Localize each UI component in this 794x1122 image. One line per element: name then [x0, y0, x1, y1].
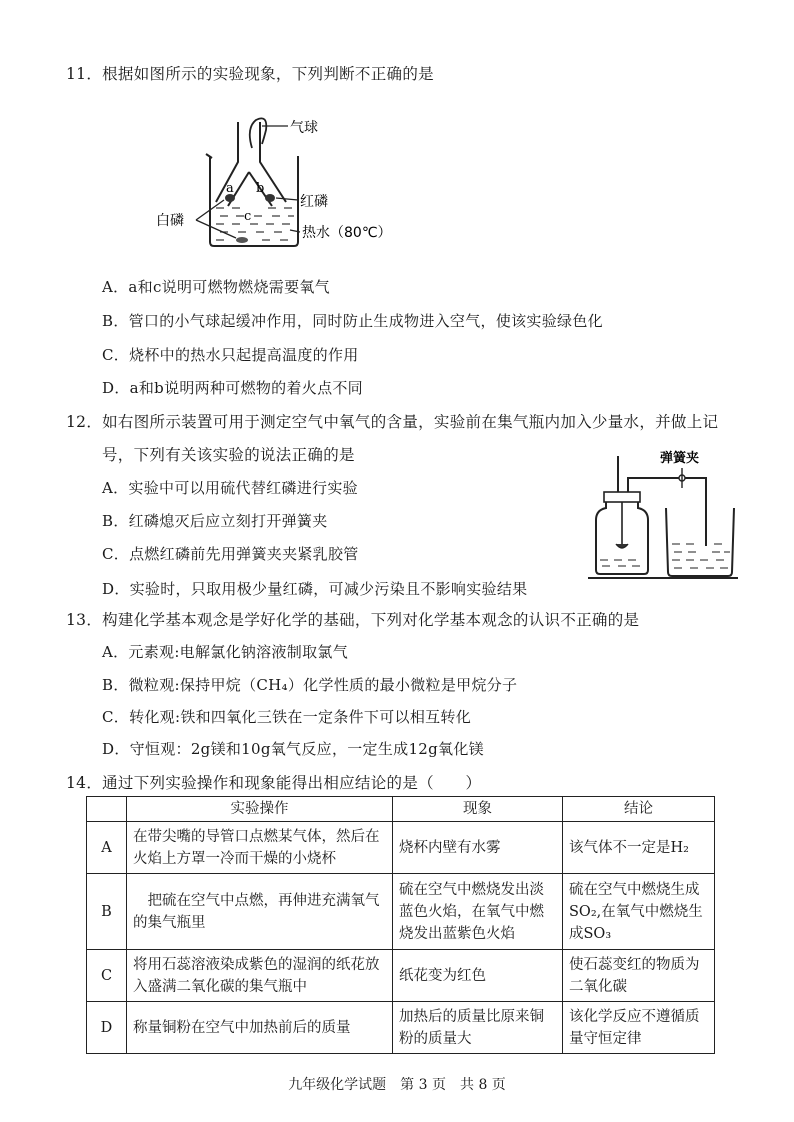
row-phenomenon: 纸花变为红色 [393, 950, 563, 1002]
header-key [87, 797, 127, 822]
q14-table [86, 796, 715, 1054]
label-b: b [256, 181, 265, 196]
row-conclusion: 该化学反应不遵循质量守恒定律 [563, 1002, 715, 1054]
q14-stem: 14．通过下列实验操作和现象能得出相应结论的是（ ） [66, 774, 482, 792]
q13-option-b: B．微粒观:保持甲烷（CH₄）化学性质的最小微粒是甲烷分子 [102, 676, 518, 694]
row-conclusion: 使石蕊变红的物质为二氧化碳 [563, 950, 715, 1002]
row-key: C [87, 950, 127, 1002]
q13-option-d: D．守恒观：2g镁和10g氧气反应，一定生成12g氧化镁 [102, 740, 484, 758]
q11-option-a: A．a和c说明可燃物燃烧需要氧气 [102, 278, 330, 296]
row-key: B [87, 874, 127, 950]
q11-figure [150, 108, 410, 258]
row-phenomenon: 加热后的质量比原来铜粉的质量大 [393, 1002, 563, 1054]
row-key: A [87, 822, 127, 874]
q12-apparatus-figure [588, 448, 738, 584]
row-operation: 将用石蕊溶液染成紫色的湿润的纸花放入盛满二氧化碳的集气瓶中 [127, 950, 393, 1002]
q12-option-c: C．点燃红磷前先用弹簧夹夹紧乳胶管 [102, 545, 359, 563]
table-header-row [87, 797, 715, 822]
label-a: a [226, 181, 234, 196]
q12-option-b: B．红磷熄灭后应立刻打开弹簧夹 [102, 512, 328, 530]
row-conclusion: 硫在空气中燃烧生成SO₂,在氧气中燃烧生成SO₃ [563, 874, 715, 950]
label-spring-clamp: 弹簧夹 [660, 451, 700, 466]
q11-option-c: C．烧杯中的热水只起提高温度的作用 [102, 346, 359, 364]
label-c: c [244, 209, 252, 224]
row-operation: 在带尖嘴的导管口点燃某气体，然后在火焰上方罩一冷而干燥的小烧杯 [127, 822, 393, 874]
q11-option-d: D．a和b说明两种可燃物的着火点不同 [102, 379, 363, 397]
label-hot-water: 热水（80℃） [302, 225, 392, 241]
page-footer: 九年级化学试题 第 3 页 共 8 页 [288, 1077, 506, 1093]
header-phenomenon: 现象 [393, 797, 563, 822]
q13-option-c: C．转化观:铁和四氧化三铁在一定条件下可以相互转化 [102, 708, 472, 726]
q12-option-a: A．实验中可以用硫代替红磷进行实验 [102, 479, 358, 497]
q12-stem-line2: 号，下列有关该实验的说法正确的是 [102, 446, 355, 464]
row-operation: 称量铜粉在空气中加热前后的质量 [127, 1002, 393, 1054]
q13-option-a: A．元素观:电解氯化钠溶液制取氯气 [102, 643, 348, 661]
header-conclusion: 结论 [563, 797, 715, 822]
table-row [87, 1002, 715, 1054]
label-red-phosphorus: 红磷 [300, 194, 328, 210]
q11-stem: 11．根据如图所示的实验现象，下列判断不正确的是 [66, 65, 434, 83]
table-row [87, 822, 715, 874]
label-white-phosphorus: 白磷 [156, 213, 184, 229]
header-operation: 实验操作 [127, 797, 393, 822]
row-phenomenon: 烧杯内壁有水雾 [393, 822, 563, 874]
q12-option-d: D．实验时，只取用极少量红磷，可减少污染且不影响实验结果 [102, 580, 528, 598]
q11-option-b: B．管口的小气球起缓冲作用，同时防止生成物进入空气，使该实验绿色化 [102, 312, 603, 330]
row-phenomenon: 硫在空气中燃烧发出淡蓝色火焰，在氧气中燃烧发出蓝紫色火焰 [393, 874, 563, 950]
row-key: D [87, 1002, 127, 1054]
q12-stem-line1: 12．如右图所示装置可用于测定空气中氧气的含量，实验前在集气瓶内加入少量水，并做上记 [66, 413, 719, 431]
row-conclusion: 该气体不一定是H₂ [563, 822, 715, 874]
row-operation: 把硫在空气中点燃，再伸进充满氧气的集气瓶里 [127, 874, 393, 950]
label-balloon: 气球 [290, 120, 318, 136]
table-row [87, 950, 715, 1002]
table-row [87, 874, 715, 950]
q13-stem: 13．构建化学基本观念是学好化学的基础，下列对化学基本观念的认识不正确的是 [66, 611, 640, 629]
